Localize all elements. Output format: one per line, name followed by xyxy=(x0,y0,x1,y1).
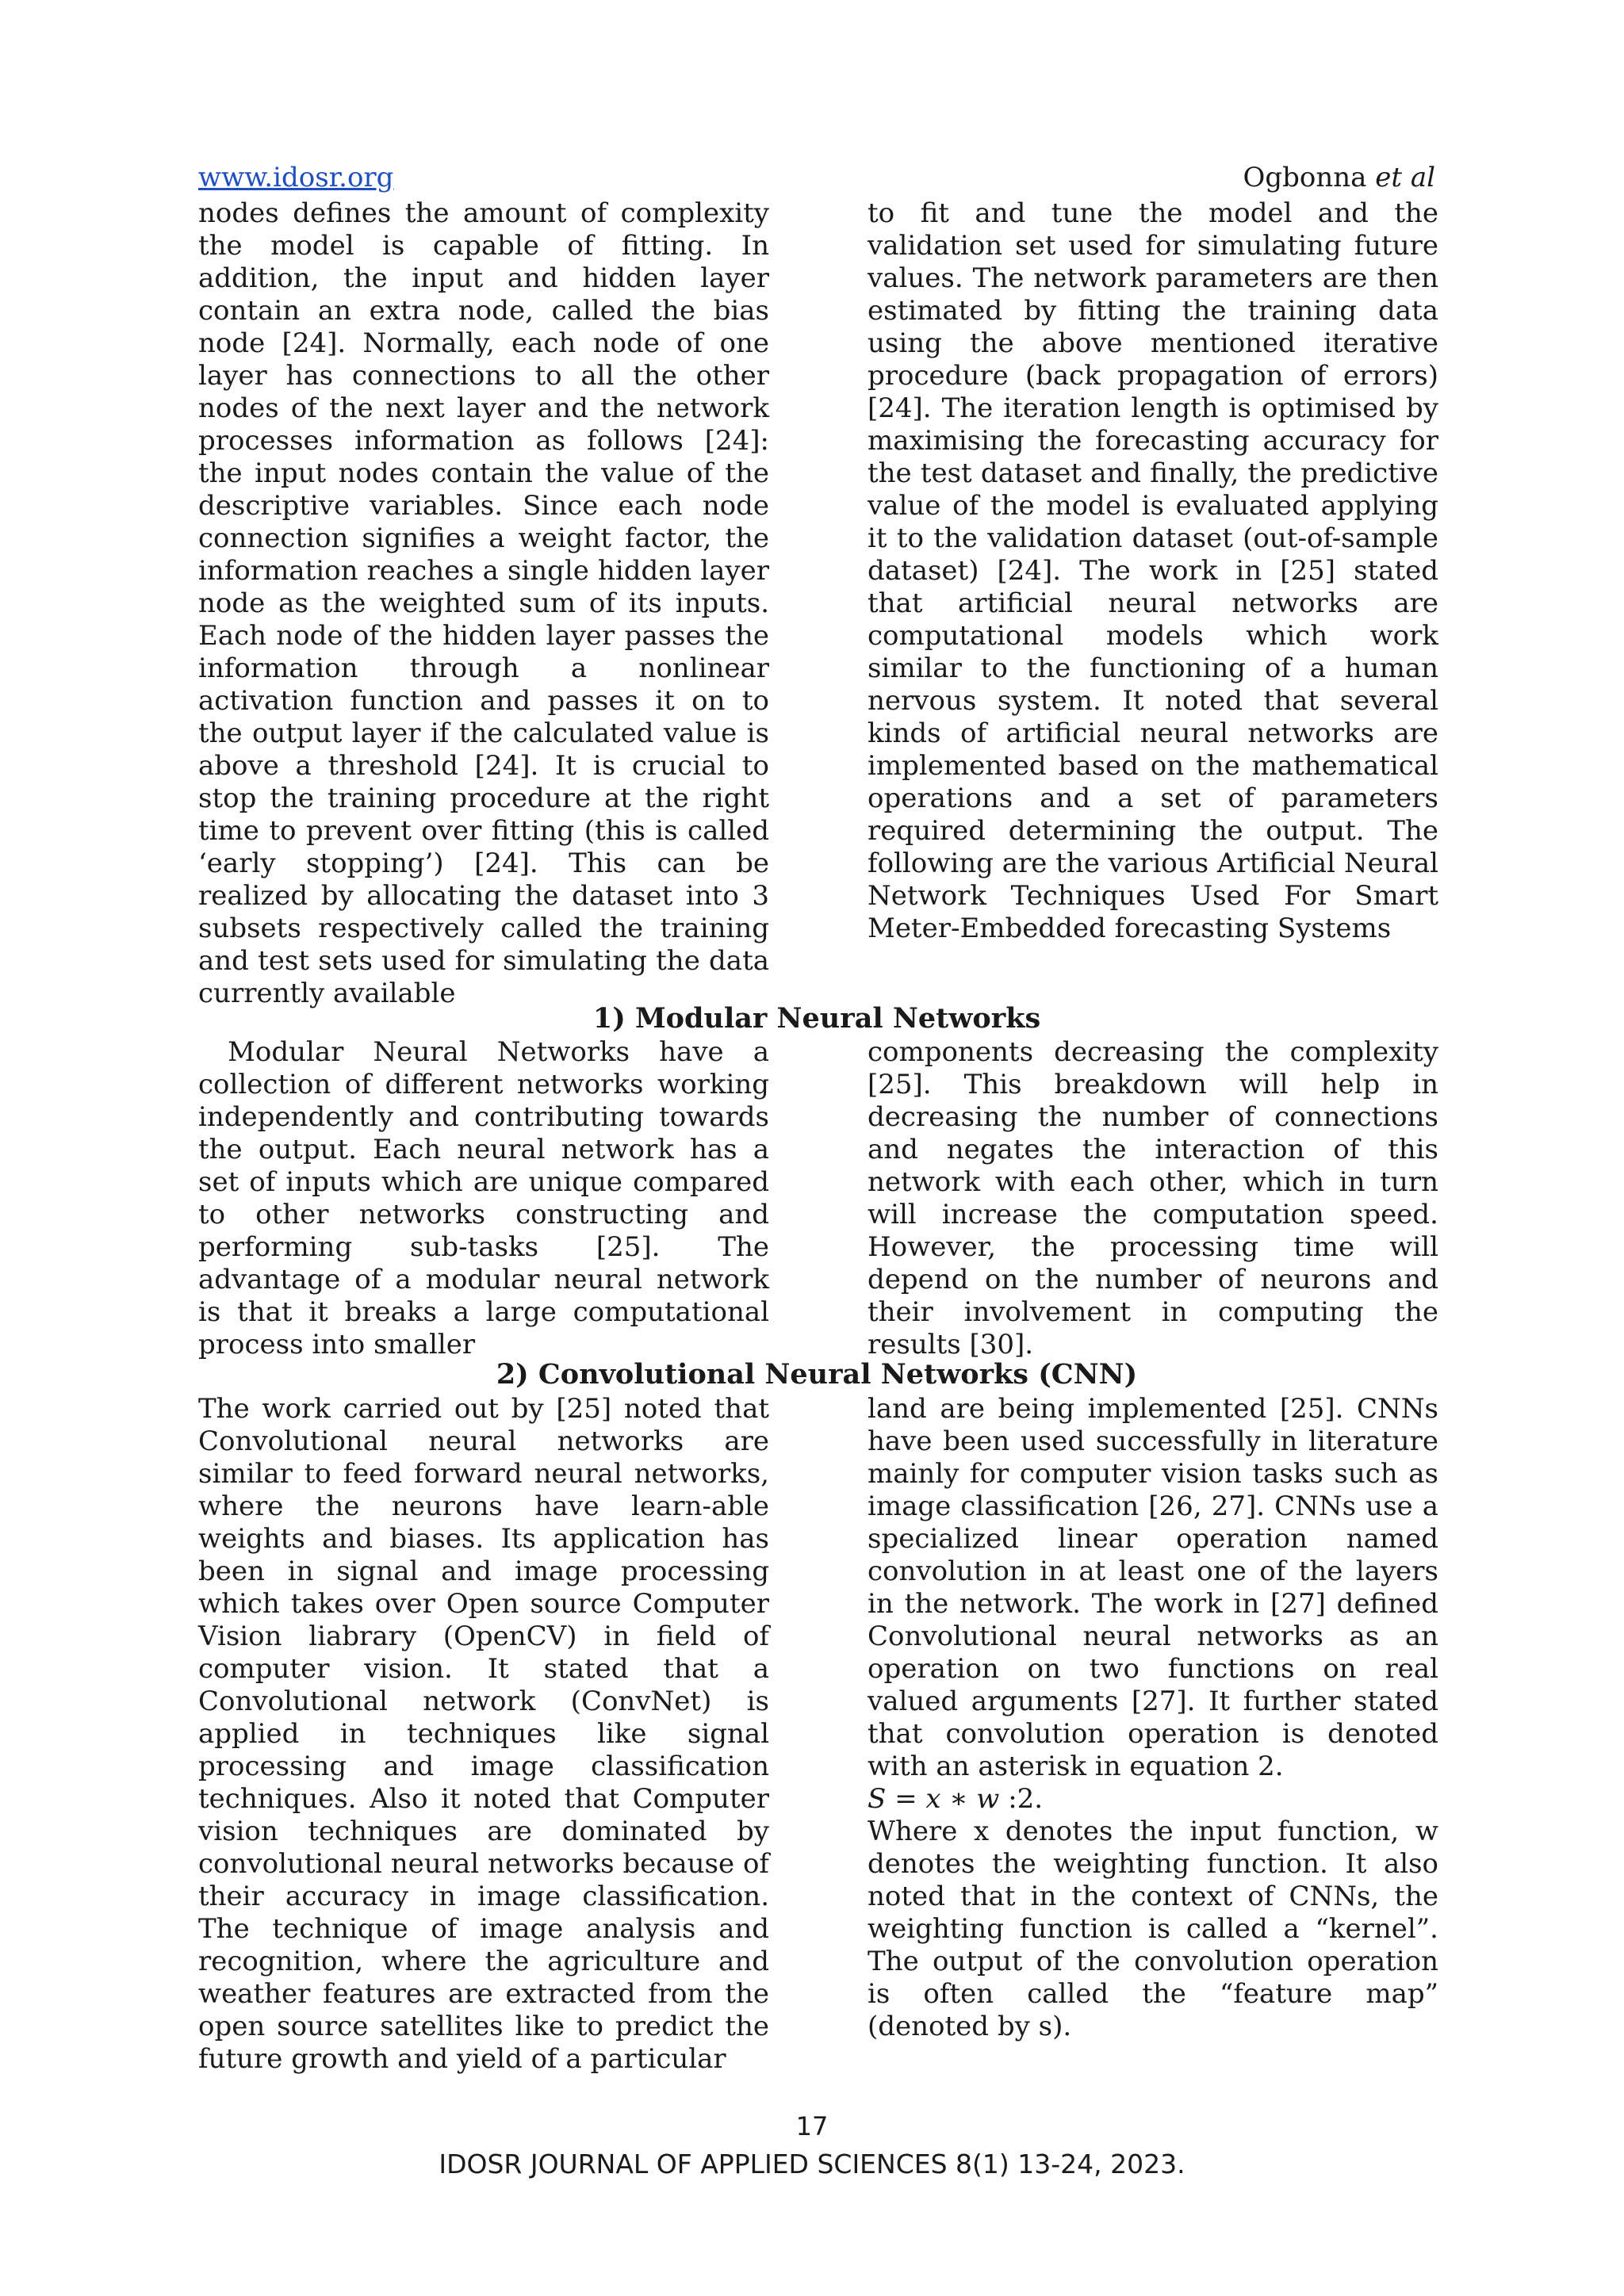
cnn-left-column xyxy=(198,1393,769,2076)
equation-expression: S = x ∗ w xyxy=(868,1783,1000,1815)
modular-right-paragraph: components decreasing the complexity [25]. This breakdown will help in decreasing the number of connections and negates the interaction of this network with each other, which in turn will increase the computation speed. However, the processing time will depend on the number of neurons and their involvement in computing the results [30]. xyxy=(868,1036,1438,1360)
cnn-right-paragraph-2: Where x denotes the input function, w denotes the weighting function. It also noted that in the context of CNNs, the weighting function is called a “kernel”. The output of the convolution operation is often called the “feature map” (denoted by s). xyxy=(868,1816,1438,2042)
cnn-right-column xyxy=(868,1393,1438,2043)
modular-right-column xyxy=(868,1036,1438,1361)
site-link[interactable]: www.idosr.org xyxy=(198,162,394,193)
section-heading-cnn: 2) Convolutional Neural Networks (CNN) xyxy=(496,1358,1138,1391)
equation-2 xyxy=(868,1783,1438,1816)
intro-right-paragraph: to fit and tune the model and the validation set used for simulating future values. The network parameters are then estimated by fitting the training data using the above mentioned iterative procedure (back propagation of errors) [24]. The iteration length is optimised by maximising the forecasting accuracy for the test dataset and finally, the predictive value of the model is evaluated applying it to the validation dataset (out-of-sample dataset) [24]. The work in [25] stated that artificial neural networks are computational models which work similar to the functioning of a human nervous system. It noted that several kinds of artificial neural networks are implemented based on the mathematical operations and a set of parameters required determining the output. The following are the various Artificial Neural Network Techniques Used For Smart Meter-Embedded forecasting Systems xyxy=(868,197,1438,944)
equation-label: :2. xyxy=(999,1783,1044,1815)
modular-left-column xyxy=(198,1036,778,1361)
page-number: 17 xyxy=(795,2111,829,2141)
authors-name: Ogbonna xyxy=(1243,162,1376,193)
intro-left-column xyxy=(198,197,769,1010)
intro-right-column xyxy=(868,197,1438,945)
modular-left-paragraph: Modular Neural Networks have a collection of different networks working independently and contributing towards the output. Each neural network has a set of inputs which are unique compared to other networks constructing and performing sub-tasks [25]. The advantage of a modular neural network is that it breaks a large computational process into smaller xyxy=(198,1036,778,1360)
running-head xyxy=(198,159,1435,198)
journal-footer: IDOSR JOURNAL OF APPLIED SCIENCES 8(1) 13-24, 2023. xyxy=(439,2149,1185,2179)
authors-etal: et al xyxy=(1375,162,1435,193)
cnn-right-paragraph-1: land are being implemented [25]. CNNs have been used successfully in literature mainly for computer vision tasks such as image classification [26, 27]. CNNs use a specialized linear operation named convolution in at least one of the layers in the network. The work in [27] defined Convolutional neural networks as an operation on two functions on real valued arguments [27]. It further stated that convolution operation is denoted with an asterisk in equation 2. xyxy=(868,1393,1438,1782)
cnn-left-paragraph: The work carried out by [25] noted that Convolutional neural networks are similar to feed forward neural networks, where the neurons have learn-able weights and biases. Its application has been in signal and image processing which takes over Open source Computer Vision liabrary (OpenCV) in field of computer vision. It stated that a Convolutional network (ConvNet) is applied in techniques like signal processing and image classification techniques. Also it noted that Computer vision techniques are dominated by convolutional neural networks because of their accuracy in image classification. The technique of image analysis and recognition, where the agriculture and weather features are extracted from the open source satellites like to predict the future growth and yield of a particular xyxy=(198,1393,769,2075)
intro-left-paragraph: nodes defines the amount of complexity the model is capable of fitting. In addition, the input and hidden layer contain an extra node, called the bias node [24]. Normally, each node of one layer has connections to all the other nodes of the next layer and the network processes information as follows [24]: the input nodes contain the value of the descriptive variables. Since each node connection signifies a weight factor, the information reaches a single hidden layer node as the weighted sum of its inputs. Each node of the hidden layer passes the information through a nonlinear activation function and passes it on to the output layer if the calculated value is above a threshold [24]. It is crucial to stop the training procedure at the right time to prevent over fitting (this is called ‘early stopping’) [24]. This can be realized by allocating the dataset into 3 subsets respectively called the training and test sets used for simulating the data currently available xyxy=(198,197,769,1009)
section-heading-modular: 1) Modular Neural Networks xyxy=(592,1002,1041,1035)
authors-header xyxy=(1243,159,1436,197)
